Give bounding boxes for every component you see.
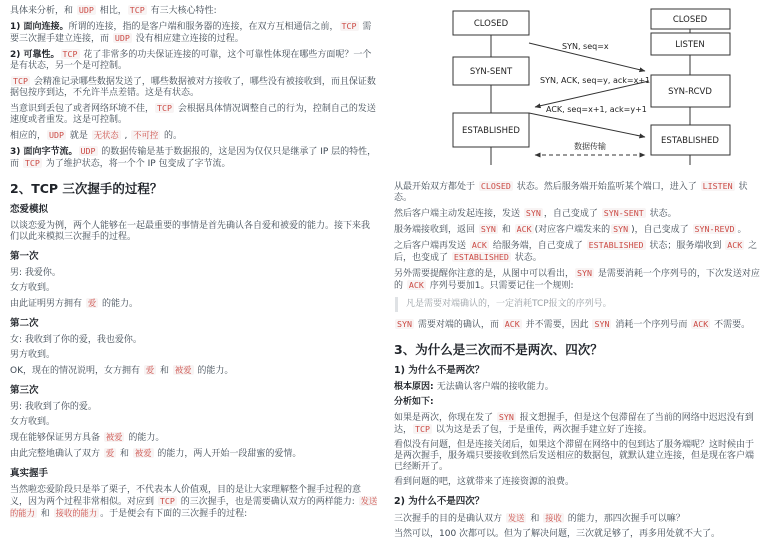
bold-text: 2) 可靠性。 [10,50,60,60]
text-run: 的能力，那四次握手可以嘛？ [564,514,685,524]
bold-text: 分析如下: [394,397,434,407]
right-sub-15 [394,496,760,508]
text-run: 消耗一个序列号而 [612,320,691,330]
inline-code: TCP [13,76,28,86]
text-run: 当然可以，100 次都可以。但为了解决问题，三次就足够了，再多用处就不大了。 [394,529,721,539]
text-run: 并不需要，因此 [522,320,592,330]
left-sub-11 [10,251,378,263]
text-run: 会精准记录哪些数据发送了，哪些数据被对方接收了，哪些没有被接收到，而且保证数据包按序到达，不允许半点差错。这是有状态。 [10,77,376,98]
inline-code: UDP [114,33,130,43]
left-p-22 [10,432,378,444]
inline-code: ACK [516,224,532,234]
right-p-3 [394,224,760,236]
text-run: 。于是便会有下面的三次握手的过程: [100,509,248,519]
left-p-4 [10,76,378,99]
right-p-5 [394,268,760,292]
left-p-2 [10,21,378,45]
text-run: 具体来分析，和 [10,6,76,16]
right-quote-6 [395,297,760,312]
text-run: 相应的， [10,131,47,141]
text-run: 的。 [161,131,183,141]
text-run: 以为这是丢了包，于是重传，两次握手建立好了连接。 [433,425,652,435]
text-run: 由此证明男方拥有 [10,299,85,309]
inline-code: TCP [157,103,173,113]
text-run: 状态；服务端收到 [646,241,725,251]
text-run: 无法确认客户端的接收能力。 [436,382,554,392]
text-run: 的三次握手，也是需要确认双方的两样能力: [177,497,358,507]
inline-code: 被爱 [134,448,152,458]
text-run: 需要三次握手建立连接，而 [10,22,372,44]
text-run: 真实握手 [10,468,49,479]
arrow-label-syn: SYN, seq=x [562,42,609,51]
left-p-14 [10,298,378,310]
text-run: 和 [37,509,53,519]
text-run: 所谓的连接，指的是客户端和服务器的连接，在双方互相通信之前， [68,22,339,32]
inline-code: UDP [78,5,94,15]
text-run: 2、TCP 三次握手的过程？ [10,181,163,196]
text-run: 序列号要加1。只需要记住一个规则: [426,281,574,291]
left-p-21 [10,417,378,428]
right-sub-9 [394,365,760,377]
inline-code: SYN [498,412,514,422]
left-p-20 [10,402,378,413]
inline-code: SYN [480,224,496,234]
text-run: 男方收到。 [10,350,56,360]
bold-text: 3) 面向字节流。 [10,147,78,157]
text-run: 当意识到丢包了或者网络环境不佳， [10,104,155,114]
inline-code: 不可控 [133,130,159,140]
arrow-label-syn-ack: SYN, ACK, seq=y, ack=x+1 [540,76,651,85]
text-run: 和 [157,366,172,376]
client-state-label-syn-sent: SYN-SENT [469,67,513,77]
left-p-23 [10,448,378,460]
server-state-label-listen: LISTEN [675,40,705,50]
left-p-25 [10,485,378,520]
text-run: 需要对端的确认，而 [415,320,502,330]
client-state-label-established: ESTABLISHED [462,126,520,136]
right-p-14 [394,477,760,488]
inline-code: 接收 [545,513,562,523]
inline-code: SYN [525,208,541,218]
inline-code: ESTABLISHED [453,252,509,262]
inline-code: TCP [129,5,145,15]
text-run: 看到问题的吧，这就带来了连接资源的浪费。 [394,477,575,487]
text-run: 凡是需要对端确认的，一定消耗TCP报文的序列号。 [406,299,612,309]
inline-code: UDP [80,146,96,156]
client-state-boxes [453,11,529,147]
client-state-label-closed: CLOSED [473,19,509,29]
inline-code: 被爱 [174,365,192,375]
left-p-17 [10,350,378,361]
inline-code: ESTABLISHED [588,240,644,250]
text-run: 没有相应建立连接的过程。 [132,34,244,44]
text-run: 状态。 [394,182,748,203]
inline-code: ACK [471,240,487,250]
inline-code: 发送的能力 [10,496,378,518]
text-run: 女方收到。 [10,283,56,293]
inline-code: ACK [504,319,520,329]
text-run: 会根据具体情况调整自己的行为，控制自己的发送速度或者重发。这是可控制。 [10,104,376,125]
text-run: 和 [498,225,514,235]
right-p-17 [394,529,760,540]
tcp-handshake-diagram [394,7,758,173]
text-run: 女方收到。 [10,417,56,427]
text-run: 恋爱模拟 [10,204,49,215]
left-p-10 [10,221,378,243]
inline-code: TCP [415,424,431,434]
text-run: 的能力，两人开始一段甜蜜的爱情。 [154,449,302,459]
text-run: 然后客户端主动发起连接，发送 [394,209,523,219]
text-run: 的数据传输是基于数据报的，这是因为仅仅只是继承了 IP 层的特性，而 [10,147,377,169]
inline-code: CLOSED [480,181,511,191]
text-run: 状态。 [511,253,542,263]
text-run: 状态。 [646,209,677,219]
text-run: 和 [527,514,543,524]
text-run: 之后，也变成了 [394,241,758,263]
text-run: (对应客户端发来的 [534,225,611,235]
text-run: 2) 为什么不是四次？ [394,496,485,507]
text-run: 有三大核心特性: [147,6,217,16]
left-p-7 [10,146,378,170]
handshake-diagram-svg [394,7,758,173]
inline-code: ACK [727,240,743,250]
inline-code: SYN [397,319,412,329]
text-run: , [121,131,131,141]
text-run: 的能力。 [99,299,139,309]
inline-code: 爱 [105,448,115,458]
arrow-label-data-transfer: 数据传输 [574,142,606,151]
text-run: 男: 我收到了你的爱。 [10,402,97,412]
text-run: ，自己变成了 [543,209,601,219]
text-run: 服务端接收到，返回 [394,225,478,235]
bold-text: 1) 面向连接。 [10,22,69,32]
right-p-7 [394,319,760,331]
text-run: 相比， [96,6,127,16]
text-run: 就是 [67,131,91,141]
right-column-text [394,181,760,540]
left-p-16 [10,335,378,346]
right-p-2 [394,208,760,220]
text-run: 给服务端，自己变成了 [489,241,586,251]
left-sub-9 [10,204,378,216]
inline-code: ACK [693,319,709,329]
text-run: 三次握手的目的是确认双方 [394,514,505,524]
text-run: 报文想握手，但是这个包滞留在了当前的网络中迟迟没有到达， [394,413,754,435]
left-p-5 [10,103,378,126]
text-run: 由此完整地确认了双方 [10,449,103,459]
text-run: 花了非常多的功夫保证连接的可靠，这个可靠性体现在哪些方面呢？一个是有状态，另一个是可控制。 [10,50,372,71]
left-h2-8 [10,181,378,196]
inline-code: 接收的能力 [55,508,98,518]
inline-code: 爱 [145,365,155,375]
left-p-13 [10,283,378,294]
text-run: 现在能够保证男方具备 [10,433,103,443]
text-run: 第一次 [10,251,39,262]
left-p-1 [10,5,378,17]
handshake-arrows [529,43,649,155]
right-column [394,5,760,544]
left-p-18 [10,365,378,377]
text-run: 之后客户端再发送 [394,241,469,251]
right-p-4 [394,240,760,264]
inline-code: 被爱 [105,432,123,442]
text-run: 另外需要提醒你注意的是，从图中可以看出， [394,269,575,279]
right-p-13 [394,440,760,473]
text-run: 如果是两次，你现在发了 [394,413,496,423]
text-run: 是需要消耗一个序列号的，下次发送对应的 [394,269,760,291]
text-run: )，自己变成了 [631,225,692,235]
inline-code: ACK [408,280,424,290]
server-state-label-established: ESTABLISHED [661,136,719,146]
bold-text: 根本原因: [394,382,437,392]
inline-code: 爱 [87,298,97,308]
inline-code: SYN [594,319,610,329]
text-run: 第二次 [10,318,39,329]
right-p-11 [394,397,760,408]
inline-code: SYN [577,268,593,278]
text-run: 状态。然后服务端开始监听某个端口，进入了 [513,182,700,192]
left-p-6 [10,130,378,142]
inline-code: SYN-SENT [603,208,644,218]
left-sub-24 [10,468,378,480]
inline-code: TCP [24,158,40,168]
text-run: 1) 为什么不是两次？ [394,365,485,376]
text-run: 的能力。 [194,366,234,376]
text-run: 。 [737,225,747,235]
text-run: 为了维护状态，将一个个 IP 包变成了字节流。 [42,159,231,169]
left-p-12 [10,268,378,279]
inline-code: UDP [49,130,65,140]
inline-code: TCP [159,496,175,506]
right-p-10 [394,382,760,393]
left-sub-15 [10,318,378,330]
text-run: 和 [117,449,132,459]
text-run: 3、为什么是三次而不是两次、四次？ [394,342,603,357]
inline-code: 无状态 [93,130,119,140]
arrow-ack [529,113,645,137]
inline-code: SYN-REVD [694,224,735,234]
text-run: 从最开始双方都处于 [394,182,478,192]
text-run: 的能力。 [125,433,165,443]
text-run: 看似没有问题，但是连接关闭后，如果这个滞留在网络中的包到达了服务端呢？这时候由于是两次握手，服务端只要接收到然后发送相应的数据包，就默认建立连接，但是现在客户端已经断开了。 [394,440,755,472]
right-p-12 [394,412,760,436]
inline-code: 发送 [507,513,525,523]
inline-code: LISTEN [702,181,733,191]
text-run: 当然啦恋爱阶段只是举了栗子，不代表本人价值观，目的是让大家理解整个握手过程的意义，因为两个过程非常相似。对应到 [10,485,362,507]
inline-code: SYN [613,224,629,234]
text-run: 男: 我爱你。 [10,268,61,278]
left-sub-19 [10,385,378,397]
server-state-label-syn-rcvd: SYN-RCVD [668,87,712,97]
arrow-label-ack: ACK, seq=x+1, ack=y+1 [546,105,647,114]
inline-code: TCP [341,21,357,31]
text-run: 第三次 [10,385,39,396]
server-state-label-closed: CLOSED [672,15,708,25]
text-run: 女: 我收到了你的爱，我也爱你。 [10,335,142,345]
text-run: 不需要。 [711,320,751,330]
text-run: 以谈恋爱为例，两个人能够在一起最重要的事情是首先确认各自爱和被爱的能力。接下来我们以此来模拟三次握手的过程。 [10,221,371,242]
right-p-1 [394,181,760,204]
text-run: OK，现在的情况说明，女方拥有 [10,366,143,376]
left-p-3 [10,49,378,72]
left-column [10,5,378,524]
right-p-16 [394,513,760,525]
right-h2-8 [394,342,760,357]
inline-code: TCP [62,49,78,59]
